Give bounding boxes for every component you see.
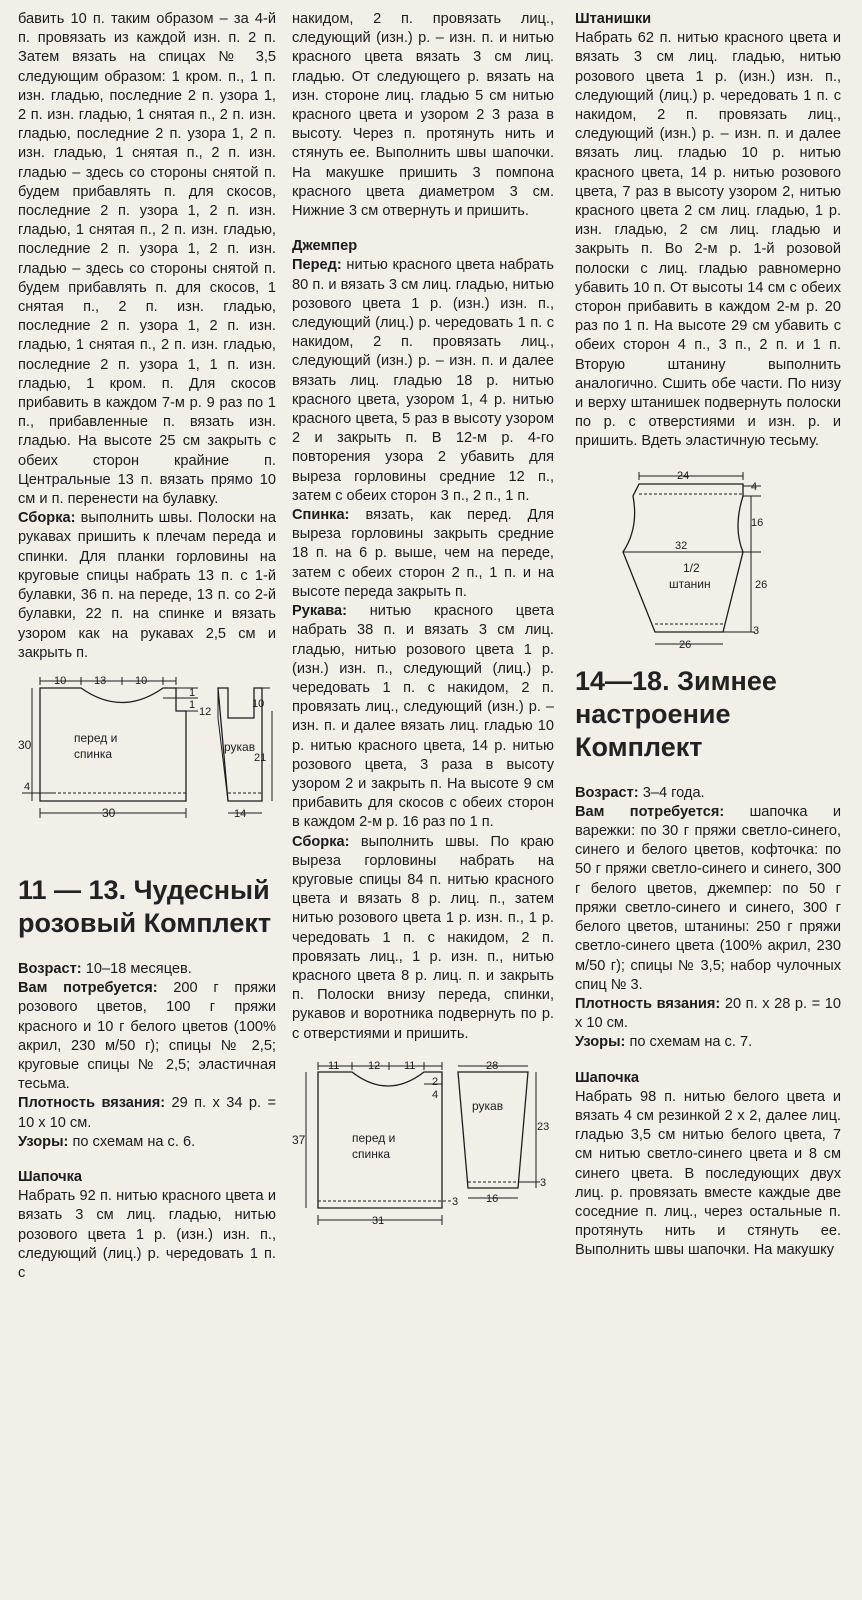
- label: Плотность вязания:: [18, 1095, 166, 1112]
- paragraph: [292, 833, 554, 1044]
- column-2: [292, 10, 554, 1250]
- dim-label: 1: [189, 686, 196, 699]
- paragraph: Набрать 98 п. нитью белого цвета и вязать 4 см резинкой 2 x 2, далее лиц. гладью 3,5 см нитью белого цвета, 7 см нитью светло-синего цвета и 8 см синего цвета. В последующих двух лиц. р. провязать вместе каждые две соседние п. лиц., через остальные п. протянуть нить и стянуть ее. Выполнить швы шапочки. На макушку: [575, 1088, 841, 1259]
- dim-label: 32: [675, 539, 688, 552]
- schematic-jumper: [292, 1058, 554, 1238]
- dim-label: 28: [486, 1059, 499, 1072]
- label: Перед:: [292, 257, 342, 274]
- paragraph: [575, 1033, 841, 1052]
- label: Возраст:: [575, 784, 639, 801]
- paragraph: [18, 979, 276, 1094]
- paragraph: [292, 506, 554, 602]
- text: выполнить швы. По краю выреза горловины набрать на круговые спицы 84 п. нитью красного цвета и вязать 8 р. лиц. п., затем нитью розового цвета 1 р. изн. п., 1 р. чередовать 1 п. с накидом, 2 п. провязать лиц., 1 р. изн. п., нитью красного цвета 8 р. лиц. п. и закрыть п. Полоски внизу переда, спинки, рукавов и воротника подвернуть по р. с отверстиями и пришить.: [292, 833, 554, 1042]
- label: Спинка:: [292, 507, 350, 524]
- schematic-svg: [575, 468, 841, 653]
- column-1: [18, 10, 276, 1283]
- dim-label: 2: [432, 1075, 439, 1088]
- label: Вам потребуется:: [575, 803, 725, 820]
- text: по схемам на с. 7.: [625, 1034, 753, 1051]
- schematic-front-back-sleeve: [18, 673, 276, 858]
- label: Плотность вязания:: [575, 995, 721, 1012]
- dim-label: 26: [679, 638, 692, 651]
- text: 3–4 года.: [638, 784, 705, 801]
- column-3: [575, 10, 841, 1261]
- section-heading: Штанишки: [575, 11, 652, 27]
- article-title: 14—18. Зимнее настроение Комплект: [575, 665, 777, 762]
- shape-label: штанин: [669, 576, 711, 591]
- dim-label: 10: [54, 674, 67, 687]
- shape-label: спинка: [352, 1146, 391, 1161]
- label: Сборка:: [292, 833, 350, 850]
- label: Вам потребуется:: [18, 980, 158, 997]
- dim-label: 16: [486, 1192, 499, 1205]
- text: нитью красного цвета набрать 38 п. и вязать 3 см лиц. гладью, нитью розового цвета 1 р. (изн.) изн. п., следующий (лиц.) р. чередовать 1 п. с накидом, 2 п. провязать лиц., следующий (изн.) р. – изн. п. и далее вязать лиц. гладью 10 р. нитью красного цвета, 14 р. нитью розового цвета, 3 раза в высоту узором 2 и закрыть п. На высоте 9 см прибавить для скосов с обеих сторон в каждом 2-м р. 16 раз по 1 п.: [292, 603, 554, 831]
- text: 20 п. x 28 р. = 10 x 10 см.: [575, 995, 841, 1032]
- text: нитью красного цвета набрать 80 п. и вязать 3 см лиц. гладью, нитью розового цвета 1 р. (изн.) изн. п., следующий (лиц.) р. чередовать 1 п. с накидом, 2 п. провязать лиц., следующий (изн.) р. – изн. п. и далее вязать лиц. гладью 18 р. нитью красного цвета, узором 1, 4 р. нитью красного цвета, 5 раз в высоту узором 2 и закрыть п. В 12-м р. 4-го повторения узора 2 убавить для выреза горловины средние 12 п., затем с обеих сторон 3 п., 2 п., 1 п.: [292, 257, 554, 504]
- dim-label: 31: [372, 1214, 385, 1227]
- dim-label: 11: [328, 1059, 340, 1072]
- text: вязать, как перед. Для выреза горловины закрыть средние 18 п. на 6 р. выше, чем на переде, затем с обеих сторон 2 п., 1 п. и на высоте переда закрыть п.: [292, 507, 554, 600]
- label: Рукава:: [292, 603, 348, 620]
- shape-label: перед и: [74, 730, 118, 745]
- paragraph: Набрать 62 п. нитью красного цвета и вязать 3 см лиц. гладью, нитью розового цвета 1 р. (изн.) изн. п., следующий (лиц.) р. чередовать 1 п. с накидом, 2 п. провязать лиц., следующий (изн.) р. – изн. п. и далее вязать лиц. гладью 10 р. нитью красного цвета, 14 р. нитью розового цвета, 7 раз в высоту узором 2, нитью красного цвета 2 см лиц. гладью, 1 р. изн. гладью, 2 см лиц. гладью и закрыть п. Во 2-м р. 1-й розовой полоски с лиц. гладью равномерно убавить 10 п. От высоты 14 см с обеих сторон прибавить в каждом 2-м р. 20 раз по 1 п. На высоте 29 см убавить с обеих сторон 4 п., 3 п., 2 п. и 1 п. Вторую штанину выполнить аналогично. Сшить обе части. По низу и верху штанишек подвернуть полоски по р. с отверстиями и изн. р. и пришить. Вдеть эластичную тесьму.: [575, 30, 841, 450]
- paragraph: [18, 960, 276, 979]
- text: выполнить швы. Полоски на рукавах пришить к плечам переда и спинки. Для планки горловины на круговые спицы набрать 13 п. с 1-й булавки, 36 п. на переде, 13 п. со 2-й булавки, 22 п. на спинке и вязать узором как на рукавах 2,5 см и закрыть п.: [18, 510, 276, 661]
- paragraph: Набрать 92 п. нитью красного цвета и вязать 3 см лиц. гладью, нитью розового цвета 1 р. (изн.) изн. п., следующий (лиц.) р. чередовать 1 п. с: [18, 1188, 276, 1281]
- shape-label: спинка: [74, 746, 113, 761]
- dim-label: 11: [404, 1059, 416, 1072]
- section-heading: Шапочка: [575, 1069, 640, 1086]
- dim-label: 30: [102, 805, 116, 820]
- section-heading: Шапочка: [18, 1168, 83, 1185]
- paragraph: [575, 995, 841, 1033]
- label: Узоры:: [575, 1034, 626, 1051]
- text: 200 г пряжи розового цветов, 100 г пряжи красного и 10 г белого цветов (100% акрил, 230 м/50 г); спицы № 2,5; круговые спицы № 2,5; эластичная тесьма.: [18, 980, 276, 1093]
- shape-label: рукав: [224, 739, 256, 754]
- text: по схемам на с. 6.: [68, 1133, 196, 1150]
- dim-label: 12: [199, 705, 212, 718]
- dim-label: 4: [24, 780, 31, 793]
- dim-label: 26: [755, 578, 768, 591]
- dim-label: 3: [452, 1195, 459, 1208]
- paragraph: [18, 1094, 276, 1132]
- section-heading: Джемпер: [292, 238, 358, 255]
- paragraph: бавить 10 п. таким образом – за 4-й п. провязать из каждой изн. п. 2 п. Затем вязать на спицах № 3,5 следующим образом: 1 кром. п., 1 п. изн. гладью, последние 2 п. узора 1, 2 п. изн. гладью, 1 снятая п., 2 п. изн. гладью, последние 2 п. узора 1, 2 п. изн. гладью, 1 снятая п., 2 п. изн. гладью – здесь со стороны снятой п. будем прибавлять п. для скосов, последние 2 п. узора 1, 2 п. изн. гладью, 1 снятая п., 2 п. изн. гладью, последние 2 п. узора 1, 2 п. изн. гладью – здесь со стороны снятой п. будем прибавлять п. для скосов, 1 снятая п., 2 п. изн. гладью, последние 2 п. узора 1, 2 п. изн. гладью, 1 снятая п., 2 п. изн. гладью, последние 2 п. узора 1, 1 п. изн. гладью, 1 кром. п. Для скосов прибавить в каждом 7-м р. 9 раз по 1 п., прибавленные п. вязать изн. гладью. На высоте 25 см закрыть с обеих сторон крайние п. Центральные 13 п. вязать прямо 10 см и п. перенести на булавку.: [18, 11, 276, 508]
- paragraph: [575, 803, 841, 995]
- dim-label: 37: [292, 1132, 306, 1147]
- dim-label: 14: [234, 807, 247, 820]
- paragraph: накидом, 2 п. провязать лиц., следующий (изн.) р. – изн. п. и нитью красного цвета вязать 3 см лиц. гладью. От следующего р. вязать на изн. стороне лиц. гладью 5 см нитью красного цвета и узором 2 3 раза в высоту. Через п. протянуть нить и стянуть ее. Выполнить швы шапочки. На макушке пришить 3 помпона красного цвета диаметром 3 см. Нижние 3 см отвернуть и пришить.: [292, 11, 554, 220]
- dim-label: 12: [368, 1059, 381, 1072]
- dim-label: 24: [677, 469, 690, 482]
- dim-label: 1: [189, 698, 196, 711]
- shape-label: перед и: [352, 1130, 396, 1145]
- schematic-pants: [575, 468, 841, 653]
- dim-label: 4: [432, 1088, 439, 1101]
- dim-label: 16: [751, 516, 764, 529]
- text: 10–18 месяцев.: [81, 960, 192, 977]
- dim-label: 10: [252, 697, 265, 710]
- paragraph: [18, 1133, 276, 1152]
- label: Сборка:: [18, 510, 76, 527]
- dim-label: 10: [135, 674, 148, 687]
- schematic-svg: [292, 1058, 554, 1238]
- shape-label: рукав: [472, 1098, 504, 1113]
- paragraph: [575, 784, 841, 803]
- dim-label: 23: [537, 1120, 550, 1133]
- paragraph: [292, 602, 554, 832]
- label: Возраст:: [18, 960, 82, 977]
- schematic-svg: [18, 673, 276, 858]
- dim-label: 30: [18, 737, 32, 752]
- text: шапочка и варежки: по 30 г пряжи светло-синего, синего и белого цветов, кофточка: по 50 г пряжи светло-синего и синего, 300 г белого цветов, джемпер: по 50 г пряжи светло-синего и синего, 300 г белого цветов, штанины: 250 г пряжи светло-синего цвета (100% акрил, 230 м/50 г); спицы № 3,5; набор чулочных спиц № 3.: [575, 803, 841, 993]
- dim-label: 3: [753, 624, 760, 637]
- dim-label: 13: [94, 674, 107, 687]
- dim-label: 21: [254, 751, 267, 764]
- paragraph: [292, 256, 554, 506]
- label: Узоры:: [18, 1133, 69, 1150]
- article-title: 11 — 13. Чудесный розовый Комплект: [18, 874, 272, 938]
- text: 29 п. x 34 р. = 10 x 10 см.: [18, 1095, 276, 1131]
- shape-label: 1/2: [683, 560, 700, 575]
- dim-label: 4: [751, 480, 758, 493]
- dim-label: 3: [540, 1176, 547, 1189]
- paragraph: [18, 509, 276, 663]
